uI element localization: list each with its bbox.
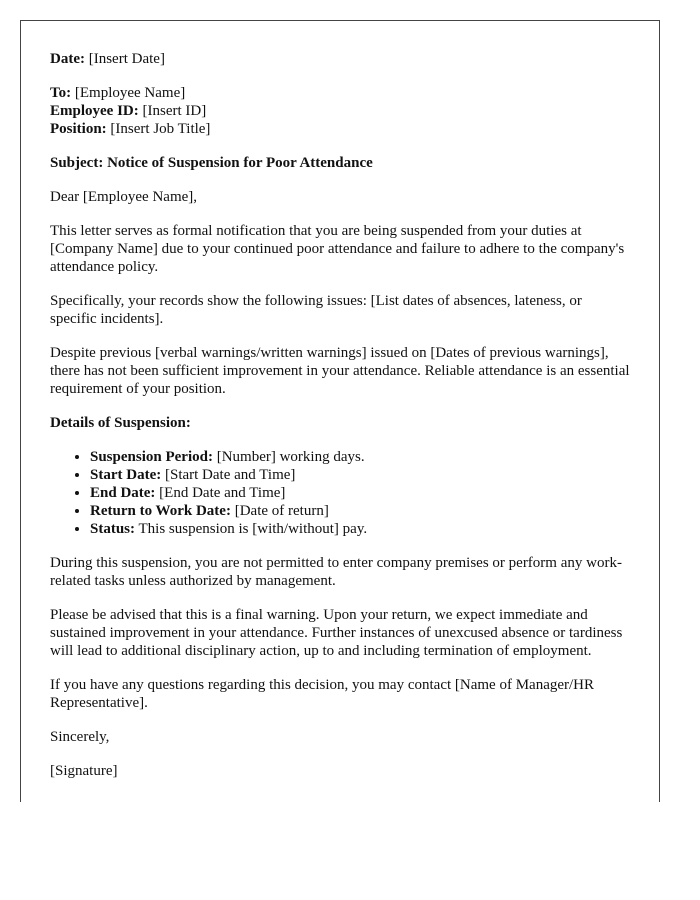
employee-id-line — [50, 102, 630, 120]
list-item — [90, 484, 630, 502]
detail-value: [End Date and Time] — [155, 485, 286, 501]
subject-line — [50, 154, 630, 172]
detail-value: [Number] working days. — [212, 449, 365, 465]
position-line — [50, 120, 630, 138]
detail-value: [Start Date and Time] — [161, 467, 296, 483]
to-line — [50, 84, 630, 102]
subject-text: Subject: Notice of Suspension for Poor Attendance — [50, 155, 373, 171]
paragraph-issues: Specifically, your records show the following issues: [List dates of absences, lateness, or specific incidents]. — [50, 293, 582, 327]
list-item — [90, 502, 630, 520]
employee-id-label: Employee ID: — [50, 103, 139, 119]
to-value: [Employee Name] — [71, 85, 186, 101]
date-value: [Insert Date] — [84, 51, 165, 67]
detail-label: Suspension Period: — [90, 449, 213, 465]
closing: Sincerely, — [50, 729, 110, 745]
position-label: Position: — [50, 121, 107, 137]
details-list — [50, 448, 630, 538]
paragraph-premises: During this suspension, you are not permitted to enter company premises or perform any work-related tasks unless authorized by management. — [50, 555, 622, 589]
details-heading — [50, 414, 630, 432]
employee-id-value: [Insert ID] — [138, 103, 207, 119]
list-item — [90, 466, 630, 484]
detail-label: End Date: — [90, 485, 156, 501]
list-item — [90, 448, 630, 466]
detail-value: [Date of return] — [230, 503, 329, 519]
detail-label: Start Date: — [90, 467, 162, 483]
detail-label: Return to Work Date: — [90, 503, 231, 519]
paragraph-notification: This letter serves as formal notification that you are being suspended from your duties at [Company Name] due to your continued poor attendance and failure to adhere to the company's attendance policy. — [50, 223, 625, 275]
paragraph-warnings: Despite previous [verbal warnings/written warnings] issued on [Dates of previous warnings], there has not been sufficient improvement in your attendance. Reliable attendance is an essential requirement of your position. — [50, 345, 630, 397]
details-heading-text: Details of Suspension: — [50, 415, 191, 431]
date-line — [50, 50, 630, 68]
signature: [Signature] — [50, 763, 118, 779]
detail-value: This suspension is [with/without] pay. — [135, 521, 368, 537]
suspension-letter — [20, 20, 660, 802]
paragraph-contact: If you have any questions regarding this decision, you may contact [Name of Manager/HR Representative]. — [50, 677, 595, 711]
to-label: To: — [50, 85, 72, 101]
recipient-block — [50, 84, 630, 138]
salutation: Dear [Employee Name], — [50, 189, 198, 205]
list-item — [90, 520, 630, 538]
position-value: [Insert Job Title] — [106, 121, 211, 137]
detail-label: Status: — [90, 521, 136, 537]
paragraph-final-warning: Please be advised that this is a final warning. Upon your return, we expect immediate and sustained improvement in your attendance. Further instances of unexcused absence or tardiness will lead to additional disciplinary action, up to and including termination of employment. — [50, 607, 623, 659]
date-label: Date: — [50, 51, 85, 67]
